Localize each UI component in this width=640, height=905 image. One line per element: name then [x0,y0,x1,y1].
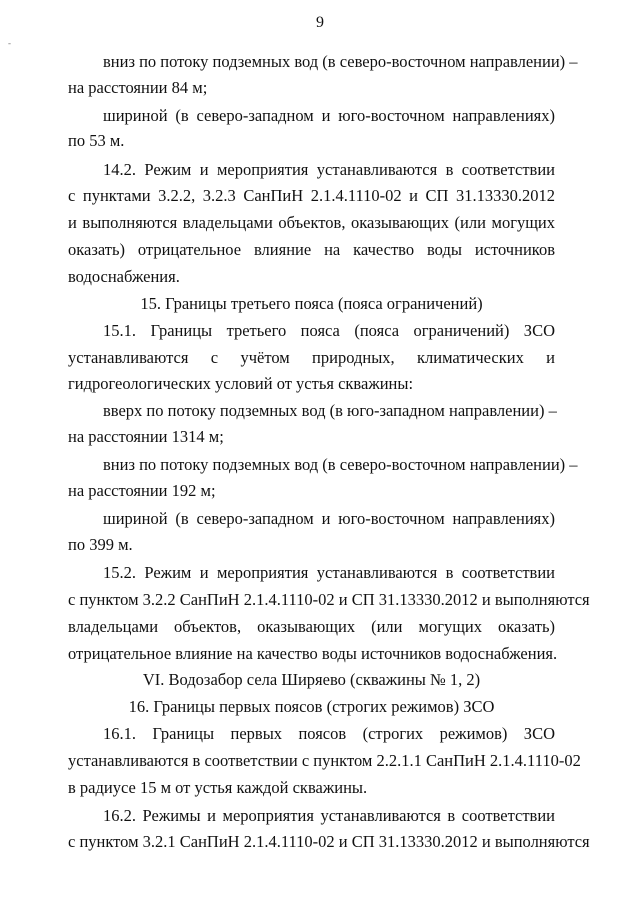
text-line: на расстоянии 84 м; [68,78,208,97]
text-line: по 53 м. [68,131,125,150]
text-line: владельцами объектов, оказывающих (или могущих оказать) [68,617,555,636]
text-line: вниз по потоку подземных вод (в северо-восточном направлении) – [103,455,578,474]
text-line: шириной (в северо-западном и юго-восточном направлениях) [103,509,555,528]
text-line: 16.1. Границы первых поясов (строгих режимов) ЗСО [103,724,555,743]
text-line: по 399 м. [68,535,133,554]
text-line: шириной (в северо-западном и юго-восточном направлениях) [103,106,555,125]
section-heading: 15. Границы третьего пояса (пояса ограничений) [140,294,483,313]
chapter-heading: VI. Водозабор села Ширяево (скважины № 1, 2) [142,670,481,689]
text-line: на расстоянии 192 м; [68,481,216,500]
section-heading: 16. Границы первых поясов (строгих режимов) ЗСО [128,697,495,716]
text-line: с пунктом 3.2.2 СанПиН 2.1.4.1110-02 и СП 31.13330.2012 и выполняются [68,590,590,609]
scan-mark: - [8,38,11,48]
text-line: на расстоянии 1314 м; [68,427,224,446]
text-line: устанавливаются в соответствии с пунктом 2.2.1.1 СанПиН 2.1.4.1110-02 [68,751,581,770]
text-line: в радиусе 15 м от устья каждой скважины. [68,778,368,797]
text-line: отрицательное влияние на качество воды источников водоснабжения. [68,644,558,663]
text-line: устанавливаются с учётом природных, климатических и [68,348,555,367]
text-line: 16.2. Режимы и мероприятия устанавливаются в соответствии [103,806,555,825]
page-number: 9 [316,14,324,31]
text-line: оказать) отрицательное влияние на качество воды источников [68,240,555,259]
text-line: с пунктами 3.2.2, 3.2.3 СанПиН 2.1.4.1110-02 и СП 31.13330.2012 [68,186,555,205]
text-line: 15.2. Режим и мероприятия устанавливаются в соответствии [103,563,555,582]
text-line: вверх по потоку подземных вод (в юго-западном направлении) – [103,401,557,420]
text-line: вниз по потоку подземных вод (в северо-восточном направлении) – [103,52,578,71]
text-line: с пунктом 3.2.1 СанПиН 2.1.4.1110-02 и СП 31.13330.2012 и выполняются [68,832,590,851]
text-line: 15.1. Границы третьего пояса (пояса ограничений) ЗСО [103,321,555,340]
text-line: 14.2. Режим и мероприятия устанавливаются в соответствии [103,160,555,179]
text-line: водоснабжения. [68,267,180,286]
text-line: гидрогеологических условий от устья скважины: [68,374,414,393]
text-line: и выполняются владельцами объектов, оказывающих (или могущих [68,213,555,232]
